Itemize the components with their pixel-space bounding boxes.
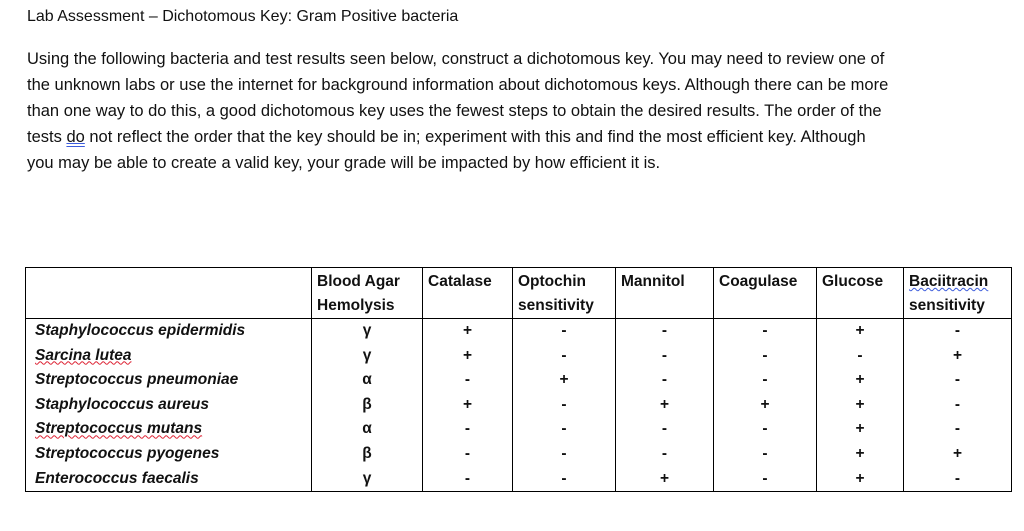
instructions-line-5: you may be able to create a valid key, your grade will be impacted by how efficient it is. — [27, 154, 661, 172]
instructions-line-4 — [27, 124, 987, 150]
bacitracin-value: + — [904, 344, 1012, 369]
catalase-value: + — [423, 319, 513, 344]
header-glucose: Glucose — [817, 268, 904, 319]
instructions-line-2: the unknown labs or use the internet for background information about dichotomous keys. Although there can be more — [27, 76, 889, 94]
glucose-value: + — [817, 442, 904, 467]
bacitracin-value: - — [904, 393, 1012, 418]
do-underlined-word: do — [66, 128, 85, 146]
coagulase-value: - — [714, 319, 817, 344]
optochin-value: - — [513, 393, 616, 418]
optochin-value: + — [513, 368, 616, 393]
bacitracin-value: + — [904, 442, 1012, 467]
header-bacitracin: Baciitracin sensitivity — [904, 268, 1012, 319]
table-row — [26, 344, 1012, 369]
optochin-value: - — [513, 344, 616, 369]
mannitol-value: - — [616, 344, 714, 369]
document-title: Lab Assessment – Dichotomous Key: Gram Positive bacteria — [27, 8, 459, 25]
glucose-value: + — [817, 393, 904, 418]
catalase-value: + — [423, 393, 513, 418]
coagulase-value: - — [714, 344, 817, 369]
catalase-value: - — [423, 442, 513, 467]
optochin-value: - — [513, 417, 616, 442]
hemolysis-value: γ — [312, 344, 423, 369]
coagulase-value: - — [714, 442, 817, 467]
optochin-value: - — [513, 319, 616, 344]
hemolysis-value: β — [312, 393, 423, 418]
hemolysis-value: β — [312, 442, 423, 467]
instructions-paragraph — [27, 46, 987, 176]
table-row — [26, 467, 1012, 492]
hemolysis-value: γ — [312, 319, 423, 344]
hemolysis-value: α — [312, 368, 423, 393]
hemolysis-value: α — [312, 417, 423, 442]
header-catalase: Catalase — [423, 268, 513, 319]
table-row — [26, 417, 1012, 442]
glucose-value: - — [817, 344, 904, 369]
bacitracin-value: - — [904, 319, 1012, 344]
test-results-table — [25, 267, 1012, 492]
table-row — [26, 393, 1012, 418]
glucose-value: + — [817, 417, 904, 442]
organism-name: Staphylococcus aureus — [26, 393, 312, 418]
optochin-value: - — [513, 442, 616, 467]
table-row — [26, 442, 1012, 467]
header-mannitol: Mannitol — [616, 268, 714, 319]
mannitol-value: - — [616, 319, 714, 344]
instructions-line-1: Using the following bacteria and test results seen below, construct a dichotomous key. You may need to review one of — [27, 50, 885, 68]
organism-name: Staphylococcus epidermidis — [26, 319, 312, 344]
header-coagulase: Coagulase — [714, 268, 817, 319]
bacitracin-value: - — [904, 467, 1012, 492]
instructions-line-3: than one way to do this, a good dichotomous key uses the fewest steps to obtain the desired results. The order of the — [27, 102, 882, 120]
table-row — [26, 319, 1012, 344]
instructions-line-4-start: tests — [27, 128, 67, 146]
organism-name: Streptococcus mutans — [26, 417, 312, 442]
coagulase-value: - — [714, 417, 817, 442]
mannitol-value: - — [616, 368, 714, 393]
table-row — [26, 368, 1012, 393]
header-organism — [26, 268, 312, 319]
coagulase-value: + — [714, 393, 817, 418]
header-hemolysis: Blood Agar Hemolysis — [312, 268, 423, 319]
coagulase-value: - — [714, 467, 817, 492]
coagulase-value: - — [714, 368, 817, 393]
organism-name: Streptococcus pyogenes — [26, 442, 312, 467]
header-optochin: Optochin sensitivity — [513, 268, 616, 319]
mannitol-value: - — [616, 417, 714, 442]
hemolysis-value: γ — [312, 467, 423, 492]
glucose-value: + — [817, 319, 904, 344]
header-row — [26, 268, 1012, 319]
instructions-line-4-end: not reflect the order that the key should be in; experiment with this and find the most efficient key. Although — [84, 128, 866, 146]
bacitracin-value: - — [904, 368, 1012, 393]
glucose-value: + — [817, 467, 904, 492]
optochin-value: - — [513, 467, 616, 492]
catalase-value: - — [423, 467, 513, 492]
catalase-value: - — [423, 368, 513, 393]
mannitol-value: + — [616, 467, 714, 492]
mannitol-value: + — [616, 393, 714, 418]
mannitol-value: - — [616, 442, 714, 467]
bacitracin-value: - — [904, 417, 1012, 442]
organism-name: Enterococcus faecalis — [26, 467, 312, 492]
catalase-value: - — [423, 417, 513, 442]
organism-name: Streptococcus pneumoniae — [26, 368, 312, 393]
catalase-value: + — [423, 344, 513, 369]
glucose-value: + — [817, 368, 904, 393]
organism-name: Sarcina lutea — [26, 344, 312, 369]
